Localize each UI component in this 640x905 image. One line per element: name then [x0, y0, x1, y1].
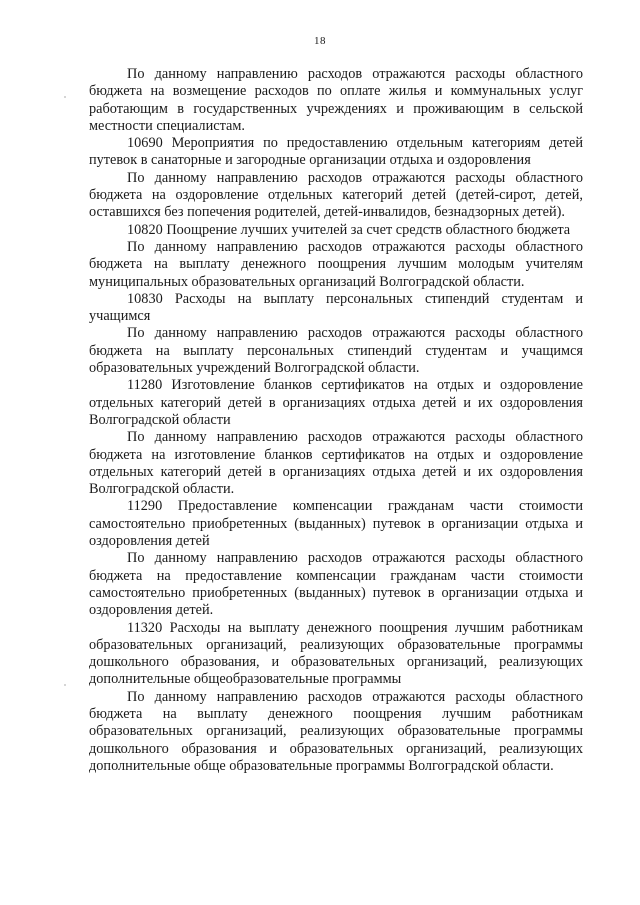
paragraph: По данному направлению расходов отражаются расходы областного бюджета на выплату денежного поощрения лучшим работникам образовательных организаций, реализующих образовательные программы дошкольного образования и образовательных организаций, реализующих дополнительные обще образовательные программы Волгоградской области.: [89, 688, 583, 774]
section-heading: 10820 Поощрение лучших учителей за счет средств областного бюджета: [127, 221, 571, 238]
paragraph: По данному направлению расходов отражаются расходы областного бюджета на изготовление бланков сертификатов на отдых и оздоровление отдельных категорий детей в организациях отдыха детей и их оздоровления Волгоградской области.: [89, 429, 583, 498]
page-number: 18: [314, 35, 326, 47]
paragraph: По данному направлению расходов отражаются расходы областного бюджета на возмещение расходов по оплате жилья и коммунальных услуг работающим в государственных учреждениях и проживающим в сельской местности специалистам.: [89, 66, 583, 134]
paragraph: По данному направлению расходов отражаются расходы областного бюджета на выплату персональных стипендий студентам и учащимся образовательных учреждений Волгоградской области.: [89, 325, 583, 377]
margin-mark: [64, 684, 66, 686]
paragraph: По данному направлению расходов отражаются расходы областного бюджета на предоставление компенсации гражданам части стоимости самостоятельно приобретенных (выданных) путевок в организации отдыха и оздоровления детей.: [89, 550, 583, 619]
section-heading: 11280 Изготовление бланков сертификатов на отдых и оздоровление отдельных категорий детей в организациях отдыха детей и их оздоровления Волгоградской области: [89, 377, 583, 428]
section-heading: 11290 Предоставление компенсации гражданам части стоимости самостоятельно приобретенных (выданных) путевок в организации отдыха и оздоровления детей: [89, 498, 583, 550]
paragraph: По данному направлению расходов отражаются расходы областного бюджета на оздоровление отдельных категорий детей (детей-сирот, детей, оставшихся без попечения родителей, детей-инвалидов, безнадзорных детей).: [89, 169, 583, 221]
document-body: [89, 66, 583, 775]
section-heading: 10830 Расходы на выплату персональных стипендий студентам и учащимся: [89, 290, 583, 325]
paragraph: По данному направлению расходов отражаются расходы областного бюджета на выплату денежного поощрения лучшим молодым учителям муниципальных образовательных организаций Волгоградской области.: [89, 238, 583, 290]
section-heading: 11320 Расходы на выплату денежного поощрения лучшим работникам образовательных организаций, реализующих образовательные программы дошкольного образования, и образовательных организаций, реализующих дополнительные общеобразовательные программы: [89, 619, 583, 688]
margin-mark: [64, 96, 66, 98]
section-heading: 10690 Мероприятия по предоставлению отдельным категориям детей путевок в санаторные и загородные организации отдыха и оздоровления: [89, 135, 583, 169]
